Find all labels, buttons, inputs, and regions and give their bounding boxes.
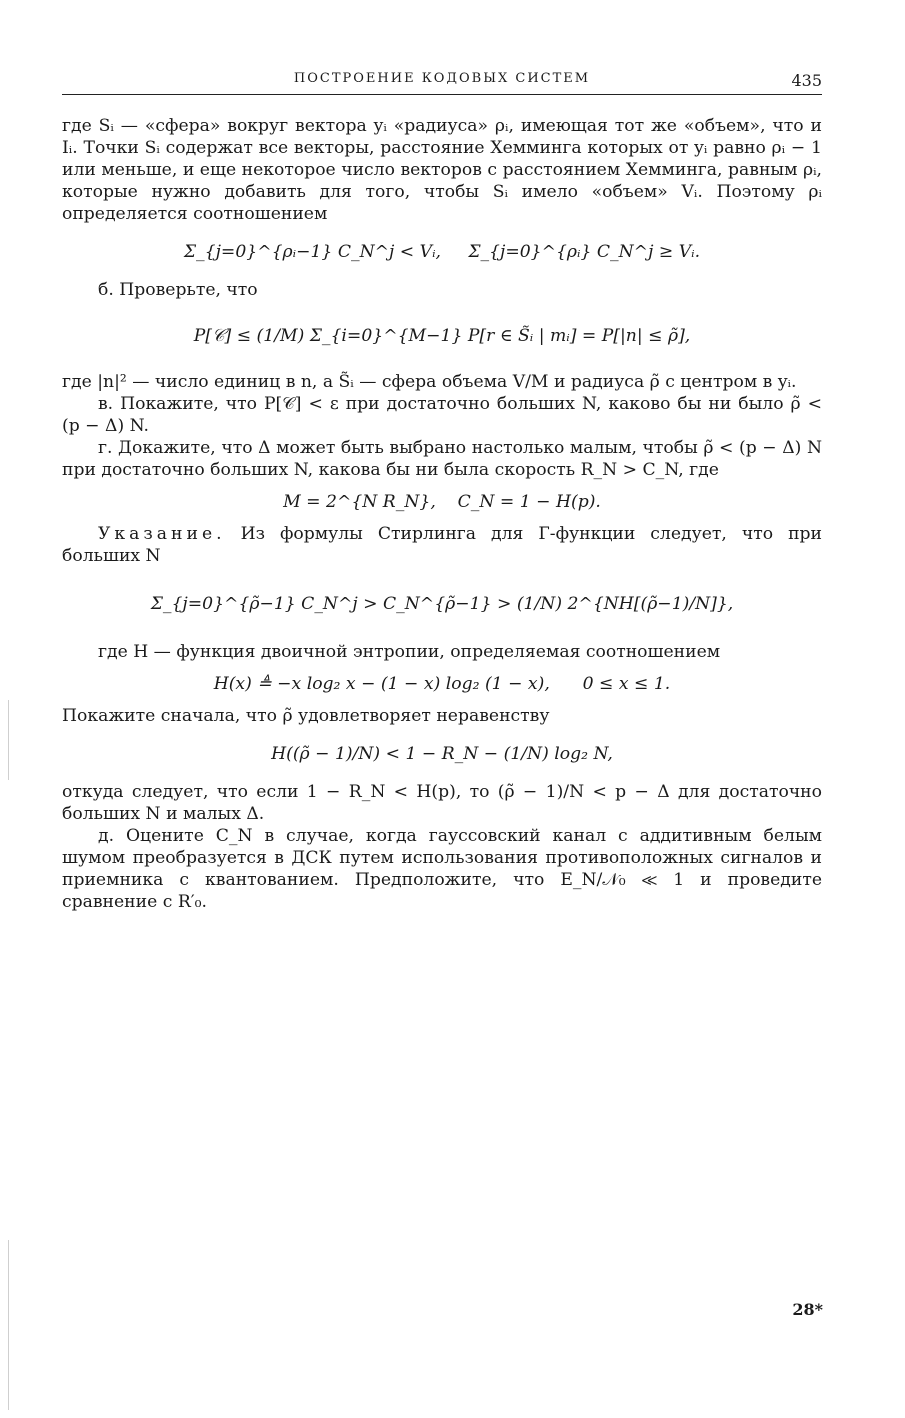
paragraph-item-v: в. Покажите, что P[𝒞] < ε при достаточно больших N, каково бы ни было ρ̃ < (p − Δ) N. xyxy=(62,394,828,436)
scan-margin-mark xyxy=(8,700,9,780)
formula-binary-entropy: H(x) ≜ −x log₂ x − (1 − x) log₂ (1 − x), 0 ≤ x ≤ 1. xyxy=(213,674,671,694)
page-header xyxy=(62,68,822,95)
formula-rate: M = 2^{N R_N}, C_N = 1 − H(p). xyxy=(283,492,601,512)
paragraph-item-d: д. Оцените C_N в случае, когда гауссовский канал с аддитивным белым шумом преобразуется в ДСК путем использования противоположных сигналов и приемника с квантованием. Предположите, что E_N/𝒩₀ ≪ 1 и проведите сравнение с R′₀. xyxy=(62,826,828,912)
formula-stirling-bound: Σ_{j=0}^{ρ̃−1} C_N^j > C_N^{ρ̃−1} > (1/N) 2^{NH[(ρ̃−1)/N]}, xyxy=(150,594,734,614)
signature-mark: 28* xyxy=(792,1300,823,1319)
formula-rho-inequality: H((ρ̃ − 1)/N) < 1 − R_N − (1/N) log₂ N, xyxy=(271,744,613,764)
paragraph-entropy-intro: где H — функция двоичной энтропии, определяемая соотношением xyxy=(98,642,721,662)
hint-label: Указание. xyxy=(98,524,226,544)
paragraph-conclusion: откуда следует, что если 1 − R_N < H(p), то (ρ̃ − 1)/N < p − Δ для достаточно больших N и малых Δ. xyxy=(62,782,828,824)
formula-error-bound: P[𝒞] ≤ (1/M) Σ_{i=0}^{M−1} P[r ∈ S̃ᵢ | mᵢ] = P[|n| ≤ ρ̃], xyxy=(193,326,691,346)
paragraph-show-first: Покажите сначала, что ρ̃ удовлетворяет неравенству xyxy=(62,706,550,726)
hint-text: Из формулы Стирлинга для Г-функции следует, что при больших N xyxy=(62,524,828,566)
formula-rho-definition: Σ_{j=0}^{ρᵢ−1} C_N^j < Vᵢ, Σ_{j=0}^{ρᵢ} C_N^j ≥ Vᵢ. xyxy=(183,242,701,262)
paragraph-sphere-definition: где Sᵢ — «сфера» вокруг вектора yᵢ «радиуса» ρᵢ, имеющая тот же «объем», что и Iᵢ. Точки Sᵢ содержат все векторы, расстояние Хемминга которых от yᵢ равно ρᵢ − 1 или меньше, и еще некоторое число векторов с расстоянием Хемминга, равным ρᵢ, которые нужно добавить для того, чтобы Sᵢ имело «объем» Vᵢ. Поэтому ρᵢ определяется соотношением xyxy=(62,116,828,224)
paragraph-item-g: г. Докажите, что Δ может быть выбрано настолько малым, чтобы ρ̃ < (p − Δ) N при достаточно больших N, какова бы ни была скорость R_N > C_N, где xyxy=(62,438,828,480)
paragraph-hint xyxy=(62,523,828,567)
scan-margin-mark xyxy=(8,1240,9,1410)
paragraph-weight-definition: где |n|² — число единиц в n, а S̃ᵢ — сфера объема V/M и радиуса ρ̃ с центром в yᵢ. xyxy=(62,372,797,392)
running-head: ПОСТРОЕНИЕ КОДОВЫХ СИСТЕМ xyxy=(293,71,591,86)
page-body xyxy=(62,115,828,913)
paragraph-item-b: б. Проверьте, что xyxy=(98,280,258,300)
page-number: 435 xyxy=(791,71,822,90)
